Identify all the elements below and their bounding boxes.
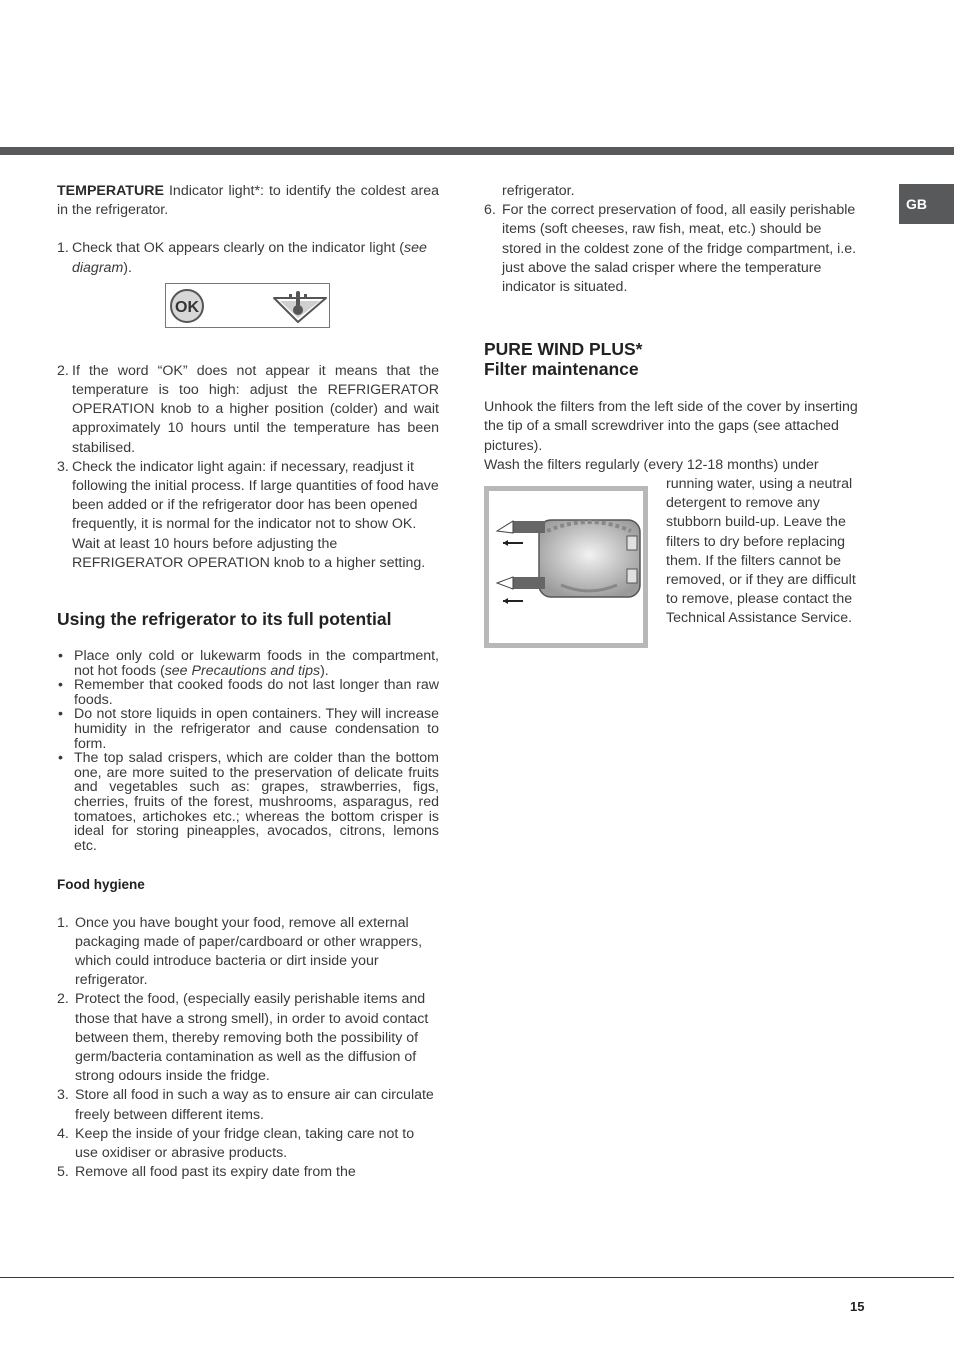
step-number: 2. — [57, 362, 69, 379]
screwdriver-tip-bottom — [497, 577, 513, 589]
food-hygiene-list-continued — [484, 182, 864, 297]
ok-indicator-label: OK — [175, 298, 199, 316]
bullet-italic: see Precautions and tips — [164, 662, 321, 679]
hygiene-item — [57, 914, 439, 991]
indicator-light-svg — [166, 284, 329, 327]
step-number: 1. — [57, 240, 69, 257]
bullet-dot: • — [58, 750, 63, 767]
item-text: Store all food in such a way as to ensure air can circulate freely between different items. — [75, 1087, 434, 1123]
food-hygiene-list — [57, 914, 439, 1183]
cover-clip-left — [627, 569, 637, 583]
bullet-dot: • — [58, 648, 63, 665]
step-text: Check the indicator light again: if necessary, readjust it following the initial process. If large quantities of food have been added or if the refrigerator door has been opened frequently, it is normal for the indicator not to show OK. Wait at least 10 hours before adjusting the REFRIGERATOR OPERATION knob to a higher setting. — [72, 458, 439, 571]
item-text: refrigerator. — [502, 183, 575, 199]
hygiene-item-5-continued — [484, 182, 864, 201]
arrow-left-icon-head — [503, 598, 508, 604]
bullet-text: Place only cold or lukewarm foods in the compartment, not hot foods ( — [74, 648, 439, 679]
hygiene-item — [57, 990, 439, 1086]
bullet-dot: • — [58, 706, 63, 723]
hygiene-item — [57, 1163, 439, 1182]
filter-removal-illustration — [484, 486, 648, 648]
pure-wind-title: PURE WIND PLUS* — [484, 339, 643, 360]
hygiene-item — [484, 201, 864, 297]
thermometer-stem-icon — [296, 291, 300, 309]
bottom-divider — [0, 1277, 954, 1278]
bullet-item — [57, 649, 439, 678]
item-number: 4. — [57, 1125, 69, 1142]
hygiene-item — [57, 1086, 439, 1124]
right-column — [484, 182, 864, 654]
step-text: If the word “OK” does not appear it means that the temperature is too high: adjust the REFRIGERATOR OPERATION knob to a higher position (colder) and wait approximately 10 hours until the temperature has been stabilised. — [72, 362, 439, 456]
filter-wash-paragraph-first: Wash the filters regularly (every 12-18 months) under — [484, 456, 819, 473]
bullet-item — [57, 707, 439, 751]
page-number: 15 — [850, 1299, 865, 1314]
bullet-item — [57, 751, 439, 853]
temperature-step-3 — [57, 458, 439, 573]
item-number: 2. — [57, 991, 69, 1008]
cover-clip-right — [627, 536, 637, 550]
item-text: Once you have bought your food, remove all external packaging made of paper/cardboard or other wrappers, which could introduce bacteria or dirt inside your refrigerator. — [75, 914, 423, 989]
using-bullets — [57, 649, 439, 853]
step-italic: see diagram — [72, 240, 427, 276]
item-text: For the correct preservation of food, all easily perishable items (soft cheeses, raw fish, meat, etc.) should be stored in the coldest zone of the fridge compartment, i.e. just above the salad crisper where the temperature indicator is situated. — [502, 202, 857, 296]
bullet-item — [57, 678, 439, 707]
screwdriver-shaft-bottom — [513, 577, 545, 589]
temperature-steps-continued — [57, 362, 439, 573]
step-number: 3. — [57, 458, 69, 475]
hygiene-item — [57, 1125, 439, 1163]
screwdriver-tip-top — [497, 521, 513, 533]
temperature-step-1 — [57, 239, 439, 277]
filter-wash-paragraph-rest: running water, using a neutral detergent to remove any stubborn build-up. Leave the filters to dry before replacing them. If the filters cannot be removed, or if they are difficult to remove, please contact the Technical Assistance Service. — [666, 476, 856, 627]
item-number: 5. — [57, 1164, 69, 1181]
temperature-intro — [57, 182, 439, 220]
filter-cover-shape — [539, 520, 640, 597]
filter-unhook-paragraph: Unhook the filters from the left side of the cover by inserting the tip of a small screwdriver into the gaps (see attached pictures). — [484, 399, 858, 454]
snow-dot-icon — [304, 294, 307, 297]
filter-maintenance-subtitle: Filter maintenance — [484, 359, 639, 380]
top-divider-bar — [0, 147, 954, 155]
item-text: Protect the food, (especially easily perishable items and those that have a strong smell), in order to avoid contact between them, thereby removing both the possibility of germ/bacteria contamination as well as the diffusion of strong odours inside the fridge. — [75, 991, 429, 1085]
bullet-text: Do not store liquids in open containers. They will increase humidity in the refrigerator and cause condensation to form. — [74, 706, 439, 752]
left-column — [57, 182, 439, 1182]
snow-dot-icon — [289, 294, 292, 297]
temperature-intro-text: Indicator light*: to identify the coldest area in the refrigerator. — [57, 183, 439, 219]
food-hygiene-heading: Food hygiene — [57, 877, 145, 893]
screwdriver-shaft-top — [513, 521, 545, 533]
arrow-left-icon-head — [503, 540, 508, 546]
temperature-keyword: TEMPERATURE — [57, 183, 164, 199]
bullet-dot: • — [58, 677, 63, 694]
temperature-step-2 — [57, 362, 439, 458]
temperature-steps — [57, 239, 439, 277]
item-text: Keep the inside of your fridge clean, taking care not to use oxidiser or abrasive products. — [75, 1125, 415, 1161]
item-text: Remove all food past its expiry date from the — [75, 1164, 356, 1181]
item-number: 6. — [484, 202, 496, 219]
language-tab: GB — [899, 184, 954, 224]
using-heading: Using the refrigerator to its full potential — [57, 609, 392, 630]
filter-illustration-svg — [489, 491, 643, 643]
bullet-text: Remember that cooked foods do not last longer than raw foods. — [74, 677, 439, 708]
item-number: 1. — [57, 914, 69, 931]
indicator-light-diagram — [165, 283, 330, 328]
step-end: ). — [123, 259, 132, 276]
item-number: 3. — [57, 1087, 69, 1104]
bullet-end: ). — [320, 662, 329, 679]
bullet-text: The top salad crispers, which are colder than the bottom one, are more suited to the preservation of delicate fruits and vegetables such as: grapes, strawberries, figs, cherries, fruits of the forest, mushrooms, asparagus, red tomatoes, artichokes etc.; whereas the bottom crisper is ideal for storing pineapples, avocados, citrons, lemons etc. — [74, 750, 439, 854]
step-text: Check that OK appears clearly on the indicator light ( — [72, 240, 404, 257]
